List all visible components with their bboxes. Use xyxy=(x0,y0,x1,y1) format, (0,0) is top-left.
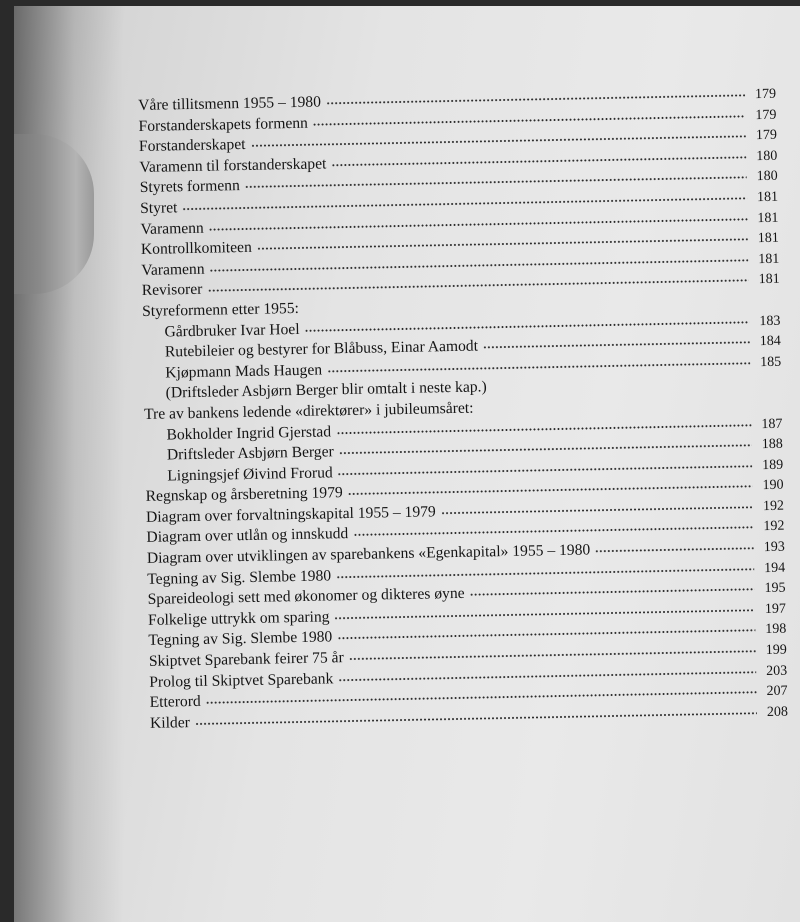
toc-entry-page: 199 xyxy=(765,642,787,659)
toc-entry-label: Prolog til Skiptvet Sparebank xyxy=(149,669,334,691)
toc-entry-label: Varamenn xyxy=(141,260,205,279)
dot-leader xyxy=(441,505,753,515)
toc-entry-label: Styreformenn etter 1955: xyxy=(141,299,300,320)
dot-leader xyxy=(335,608,756,620)
toc-entry-page: 181 xyxy=(758,272,780,288)
toc-entry-page: 188 xyxy=(761,436,783,453)
dot-leader xyxy=(331,155,746,167)
dot-leader xyxy=(339,443,752,455)
toc-entry-label: Våre tillitsmenn 1955 – 1980 xyxy=(138,93,322,114)
toc-entry-page: 193 xyxy=(763,539,785,556)
toc-entry-label: Revisorer xyxy=(141,281,203,300)
toc-entry-label: Gårdbruker Ivar Hoel xyxy=(164,320,300,341)
toc-entry-page: 183 xyxy=(759,313,781,329)
toc-entry-page: 187 xyxy=(761,416,783,432)
toc-entry-label: Tegning av Sig. Slembe 1980 xyxy=(148,628,333,650)
dot-leader xyxy=(338,670,756,682)
thumb xyxy=(14,134,94,294)
toc-entry-label: Spareideologi sett med økonomer og dikteres øyne xyxy=(147,585,465,609)
toc-entry-label: Diagram over forvaltningskapital 1955 – 1979 xyxy=(145,503,436,526)
toc-entry-page: 194 xyxy=(764,560,786,576)
toc-entry-label: Etterord xyxy=(149,693,201,712)
toc-entry-label: Styret xyxy=(139,199,178,217)
toc-entry-label: Driftsleder Asbjørn Berger xyxy=(166,443,334,464)
toc-entry-label: Folkelige uttrykk om sparing xyxy=(147,608,330,629)
dot-leader xyxy=(305,320,750,333)
toc-entry-page: 180 xyxy=(756,148,778,164)
dot-leader xyxy=(348,485,753,497)
dot-leader xyxy=(483,340,750,349)
toc-entry-page: 181 xyxy=(757,230,779,247)
toc-entry-label: Diagram over utviklingen av sparebankens «Egenkapital» 1955 – 1980 xyxy=(146,541,591,567)
toc-entry-page: 180 xyxy=(756,169,778,185)
toc-entry-label: Skiptvet Sparebank feirer 75 år xyxy=(148,649,344,670)
toc-entry-label: Bokholder Ingrid Gjerstad xyxy=(166,422,332,444)
dot-leader xyxy=(338,464,753,476)
dot-leader xyxy=(257,237,748,250)
dot-leader xyxy=(327,361,750,373)
toc-entry-label: Rutebileier og bestyrer for Blåbuss, Einar Aamodt xyxy=(164,337,479,361)
dot-leader xyxy=(349,649,756,661)
dot-leader xyxy=(336,423,751,435)
toc-entry-page: 190 xyxy=(762,477,784,494)
toc-entry-label: Forstanderskapet xyxy=(138,136,246,156)
toc-entry-label: Forstanderskapets formenn xyxy=(138,114,309,135)
toc-entry-page: 192 xyxy=(763,519,785,535)
toc-entry-page: 181 xyxy=(756,189,779,206)
toc-entry-page: 189 xyxy=(762,457,784,473)
toc-entry-label: Ligningsjef Øivind Frorud xyxy=(167,464,333,485)
toc-entry-label: Diagram over utlån og innskudd xyxy=(146,525,349,547)
toc-entry-label: Kontrollkomiteen xyxy=(140,239,252,259)
dot-leader xyxy=(353,526,753,538)
dot-leader xyxy=(245,176,747,190)
toc-entry-page: 195 xyxy=(764,580,786,597)
table-of-contents xyxy=(138,84,788,735)
toc-entry-label: (Driftsleder Asbjørn Berger blir omtalt i neste kap.) xyxy=(165,378,487,402)
toc-entry-label: Varamenn xyxy=(140,219,204,238)
toc-entry-page: 179 xyxy=(754,86,777,103)
toc-entry-page: 181 xyxy=(758,251,780,267)
toc-entry-label: Styrets formenn xyxy=(139,177,240,197)
toc-entry-label: Tegning av Sig. Slembe 1980 xyxy=(147,567,332,588)
book-page xyxy=(14,6,800,922)
dot-leader xyxy=(326,93,745,105)
toc-entry-page: 197 xyxy=(764,601,787,617)
dot-leader xyxy=(250,135,745,149)
toc-entry-page: 181 xyxy=(757,210,779,226)
dot-leader xyxy=(336,567,754,579)
toc-entry-label: Varamenn til forstanderskapet xyxy=(139,155,327,176)
toc-entry-page: 198 xyxy=(765,622,787,638)
dot-leader xyxy=(337,629,755,641)
toc-entry-page: 184 xyxy=(759,333,781,350)
dot-leader xyxy=(470,588,755,597)
toc-entry-page: 203 xyxy=(766,663,788,679)
toc-entry-page: 185 xyxy=(760,354,782,370)
toc-entry-label: Regnskap og årsberetning 1979 xyxy=(145,484,343,506)
toc-entry-page: 207 xyxy=(766,683,788,700)
toc-entry-label: Tre av bankens ledende «direktører» i jubileumsåret: xyxy=(143,399,474,423)
dot-leader xyxy=(595,546,754,553)
toc-entry-page: 179 xyxy=(755,127,778,144)
dot-leader xyxy=(313,114,746,126)
toc-entry-label: Kilder xyxy=(149,713,191,732)
toc-entry-page: 192 xyxy=(762,498,785,514)
dot-leader xyxy=(195,711,757,726)
toc-entry-page: 208 xyxy=(766,704,789,720)
toc-entry-page: 179 xyxy=(755,107,777,123)
toc-entry-label: Kjøpmann Mads Haugen xyxy=(165,361,323,382)
